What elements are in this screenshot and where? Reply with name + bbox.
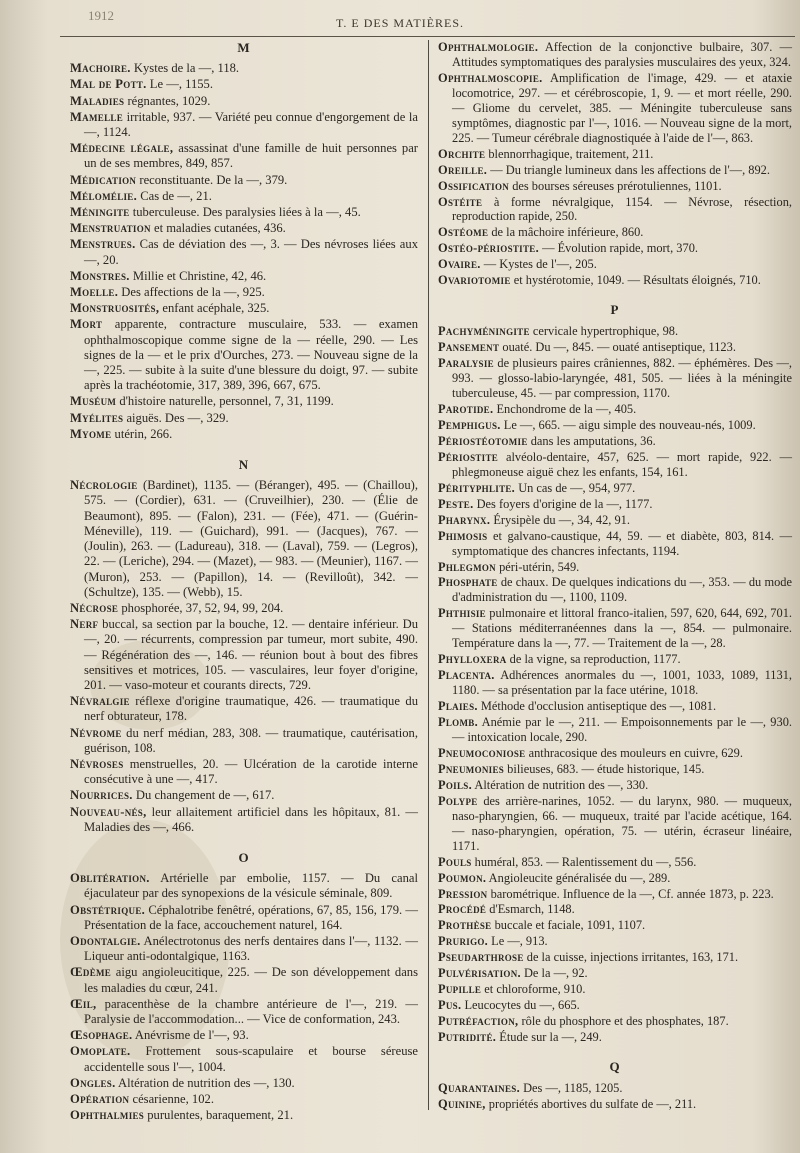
entry-text: Millie et Christine, 42, 46. [129,268,267,283]
index-entry [70,694,418,724]
entry-heading: Oreille. [438,162,488,177]
entry-heading: Nourrices. [70,788,133,803]
entry-text: réflexe d'origine traumatique, 426. — traumatique du nerf obturateur, 178. [84,694,418,724]
index-entry [438,778,792,793]
entry-heading: Méningite [70,205,130,220]
index-entry [70,757,418,787]
entry-text: Des —, 1185, 1205. [519,1081,623,1095]
entry-heading: Plomb. [438,715,478,730]
entry-text: de la mâchoire inférieure, 860. [488,225,644,240]
entry-text: du nerf médian, 283, 308. — traumatique, cautérisation, guérison, 108. [84,725,418,755]
index-entry [438,324,792,339]
entry-text: Le —, 913. [488,934,548,949]
index-entry [70,1044,418,1074]
entry-text: reconstituante. De la —, 379. [136,172,288,187]
entry-heading: Opération [70,1092,130,1106]
entry-text: de la cuisse, injections irritantes, 163, 171. [523,950,739,965]
section-letter: M [237,40,251,55]
entry-text: purulentes, baraquement, 21. [144,1108,294,1123]
entry-text: d'histoire naturelle, personnel, 7, 31, 1199. [116,394,334,409]
index-entry [438,746,792,761]
entry-text: Artérielle par embolie, 1157. — Du canal éjaculateur par des synopexions de la vésicule séminale, 809. [84,871,418,901]
entry-heading: Monstruosités, [70,301,160,316]
entry-heading: Ossification [438,178,510,193]
index-entry [438,794,792,854]
index-entry [70,1028,418,1043]
entry-heading: Polype [438,793,478,808]
entry-heading: Pachyméningite [438,324,530,339]
index-entry [70,965,418,995]
entry-heading: Pemphigus. [438,417,501,432]
entry-heading: Phthisie [438,606,486,621]
entry-text: Amplification de l'image, 429. — et ataxie locomotrice, 297. — et cérébroscopie, 1, 9. — et mort réelle, 290. — Gliome du cervelet, 385. — Méningite tuberculeuse sans symptômes, diagnostic par l'—, 1016. — Nouveau signe de la mort, 225. — Tumeur cérébrale diagnostiquée à l'aide de l'—, 863. [452,70,792,145]
index-entry [438,529,792,559]
entry-heading: Myome [70,426,112,441]
index-entry [70,871,418,901]
entry-text: Leucocytes du —, 665. [461,998,580,1013]
index-entry [438,225,792,240]
entry-heading: Pneumoconiose [438,745,526,760]
section-letter: Q [609,1059,621,1075]
index-entry [438,652,792,667]
index-entry [70,301,418,316]
entry-heading: Paralysie [438,356,494,371]
entry-text: Cas de —, 21. [137,188,212,203]
entry-heading: Obstétrique. [70,902,146,917]
entry-text: Érysipèle du —, 34, 42, 91. [490,512,630,527]
entry-heading: Pulvérisation. [438,966,521,981]
index-entry [438,606,792,651]
entry-text: Anémie par le —, 211. — Empoisonnements par le —, 930. — intoxication locale, 290. [452,715,792,744]
entry-text: des arrière-narines, 1052. — du larynx, 980. — muqueux, naso-pharyngien, 66. — muqueux, traité par l'acide acétique, 164. — naso-pharyngien, opération, 75. — utérin, écraseur linéaire, 1171. [452,793,792,853]
entry-heading: Procédé [438,902,487,917]
index-entry [70,411,418,426]
entry-heading: Œdème [70,965,112,980]
index-entry [438,241,792,256]
entry-heading: Prurigo. [438,934,489,949]
entry-text: à forme névralgique, 1154. — Névrose, résection, reproduction rapide, 250. [452,194,792,224]
index-entry [438,855,792,870]
index-entry [438,950,792,965]
entry-text: alvéolo-dentaire, 457, 625. — mort rapide, 922. — phlegmoneuse aiguë chez les enfants, 154, 161. [452,449,792,479]
entry-text: régnantes, 1029. [124,93,211,108]
entry-heading: Quinine, [438,1096,486,1111]
entry-text: aiguës. Des —, 329. [123,410,229,425]
index-entry [438,982,792,997]
index-entry [70,205,418,220]
entry-text: — Du triangle lumineux dans les affections de l'—, 892. [487,162,770,177]
entry-text: de la vigne, sa reproduction, 1177. [506,652,681,667]
entry-heading: Mélomélie. [70,188,138,203]
entry-heading: Nécrose [70,600,119,615]
entry-text: Des affections de la —, 925. [118,285,265,300]
entry-text: Kystes de la —, 118. [130,61,240,76]
index-entry [70,997,418,1027]
index-entry [70,1076,418,1091]
entry-heading: Médecine légale, [70,141,174,156]
entry-heading: Putréfaction, [438,1014,519,1029]
entry-text: péri-utérin, 549. [495,559,580,574]
entry-heading: Nerf [70,617,99,632]
header-rule [60,36,795,37]
entry-heading: Mort [70,317,103,332]
section-letter: N [238,457,250,473]
index-entry [70,61,418,76]
entry-heading: Odontalgie. [70,933,141,948]
entry-heading: Phimosis [438,528,488,543]
entry-text: anthracosique des mouleurs en cuivre, 629. [525,745,743,760]
entry-heading: Pseudarthrose [438,950,524,965]
entry-text: et maladies cutanées, 436. [150,221,286,236]
entry-text: utérin, 266. [111,426,173,441]
entry-heading: Phosphate [438,575,498,590]
index-entry [438,481,792,496]
entry-text: Affection de la conjonctive bulbaire, 307. — Attitudes symptomatiques des paralysies musculaires des yeux, 324. [452,40,792,69]
index-entry [438,195,792,225]
entry-heading: Périostite [438,449,499,464]
entry-text: Étude sur la —, 249. [496,1030,602,1045]
entry-heading: Ostéite [438,194,483,209]
entry-text: Enchondrome de la —, 405. [493,401,637,416]
entry-text: Le —, 665. — aigu simple des nouveau-nés, 1009. [500,417,756,432]
page-folio: 1912 [88,8,114,23]
entry-text: apparente, contracture musculaire, 533. — examen ophthalmoscopique comme signe de la — réelle, 290. — Les signes de la — et le prix d'Ourches, 273. — Nouveau signe de la —, 225. — subite à la suite d'une blessure du doigt, 97. — subite après la trachéotomie, 317, 389, 396, 667, 675. [84,317,418,393]
entry-text: — Évolution rapide, mort, 370. [539,241,698,256]
column-divider [428,40,429,1110]
entry-heading: Pansement [438,340,500,355]
entry-text: des bourses séreuses prérotuliennes, 1101. [509,178,722,193]
entry-text: assassinat d'une famille de huit personnes par un de ses membres, 849, 857. [84,141,418,171]
page-header [0,6,800,32]
index-entry [438,1097,792,1112]
entry-text: huméral, 853. — Ralentissement du —, 556. [471,854,697,869]
index-entry [70,269,418,284]
entry-heading: Pouls [438,854,472,869]
entry-text: dans les amputations, 36. [527,433,656,448]
entry-heading: Maladies [70,93,125,108]
entry-heading: Œil, [70,996,97,1011]
entry-text: Altération de nutrition des —, 330. [471,777,649,792]
entry-heading: Muséum [70,394,117,409]
index-entry [438,715,792,745]
entry-heading: Machoire. [70,61,131,76]
entry-text: leur allaitement artificiel dans les hôpitaux, 81. — Maladies des —, 466. [84,804,418,834]
entry-text: tuberculeuse. Des paralysies liées à la —, 45. [129,205,361,220]
entry-text: ouaté. Du —, 845. — ouaté antiseptique, 1123. [499,340,736,355]
index-entry [438,966,792,981]
entry-text: Angioleucite généralisée du —, 289. [486,870,671,885]
index-entry [438,887,792,902]
entry-heading: Mal de Pott. [70,77,147,92]
entry-text: Anévrisme de l'—, 93. [132,1028,249,1043]
index-entry [70,1092,418,1107]
entry-text: Des foyers d'origine de la —, 1177. [473,496,653,511]
entry-text: cervicale hypertrophique, 98. [529,324,679,339]
index-entry [438,575,792,605]
entry-heading: Menstrues. [70,237,136,252]
index-entry [438,40,792,70]
entry-text: Adhérences anormales du —, 1001, 1033, 1089, 1131, 1180. — sa présentation par la face utérine, 1018. [452,668,792,698]
entry-text: Un cas de —, 954, 977. [515,480,636,495]
index-entry [438,71,792,146]
entry-text: (Bardinet), 1135. — (Béranger), 495. — (Chaillou), 575. — (Cordier), 631. — (Cruveilhier), 230. — (Élie de Beaumont), 895. — (Falon), 231. — (Fée), 471. — (Guérin-Méneville), 119. — (Guichard), 991. — (Jacques), 767. — (Joulin), 263. — (Ladureau), 318. — (Laval), 759. — (Legros), 22. — (Leriche), 294. — (Mazet), — 983. — (Meunier), 1167. — (Muron), 253. — (Papillon), 14. — (Revilloût), 342. — (Schultze), 135. — (Webb), 15. [84,478,418,599]
entry-text: menstruelles, 20. — Ulcération de la carotide interne consécutive à une —, 417. [84,756,418,787]
index-entry [70,285,418,300]
entry-heading: Quarantaines. [438,1081,520,1095]
entry-text: blennorrhagique, traitement, 211. [485,146,654,161]
entry-heading: Ophthalmoscopie. [438,70,543,85]
index-entry [438,450,792,480]
entry-heading: Médication [70,172,137,187]
index-entry [70,221,418,236]
index-entry [70,788,418,803]
index-entry [70,1108,418,1123]
entry-text: Frottement sous-scapulaire et bourse séreuse accidentelle sous l'—, 1004. [84,1044,418,1074]
entry-heading: Névroses [70,756,124,771]
entry-heading: Monstres. [70,268,130,283]
index-entry [438,356,792,401]
entry-heading: Poils. [438,777,472,792]
index-entry [70,110,418,140]
index-entry [438,147,792,162]
entry-heading: Ovaire. [438,257,481,272]
section-letter: P [610,302,620,318]
entry-heading: Ongles. [70,1075,116,1090]
entry-text: de plusieurs paires crâniennes, 882. — éphémères. Des —, 993. — glosso-labio-laryngée, 481, 505. — liées à la méningite tuberculeuse, 45. — par compression, 1170. [452,356,792,401]
index-entry [438,513,792,528]
index-entry [70,478,418,600]
entry-heading: Ophthalmies [70,1108,145,1123]
index-entry [438,163,792,178]
entry-text: pulmonaire et littoral franco-italien, 597, 620, 644, 692, 701. — Stations méditerranéennes dans la —, 854. — pulmonaire. Température dans la —, 77. — Traitement de la —, 28. [452,606,792,651]
entry-heading: Putridité. [438,1030,497,1045]
entry-text: aigu angioleucitique, 225. — De son développement dans les maladies du cœur, 241. [84,965,418,995]
index-entry [70,903,418,933]
entry-heading: Myélites [70,410,124,425]
index-entry [70,617,418,693]
entry-text: Cas de déviation des —, 3. — Des névroses liées aux —, 20. [84,237,418,267]
entry-text: bilieuses, 683. — étude historique, 145. [504,761,705,776]
entry-text: Méthode d'occlusion antiseptique des —, 1081. [477,699,717,714]
index-entry [438,934,792,949]
entry-heading: Prothèse [438,918,492,933]
right-column [438,40,792,1127]
entry-heading: Placenta. [438,668,495,683]
left-column [70,40,418,1138]
index-entry [70,601,418,616]
entry-text: rôle du phosphore et des phosphates, 187. [518,1014,729,1029]
entry-heading: Pharynx. [438,512,491,527]
index-entry [70,427,418,442]
entry-heading: Ovariotomie [438,273,511,288]
entry-heading: Parotide. [438,401,494,416]
entry-text: et chloroforme, 910. [481,982,586,997]
index-entry [70,237,418,267]
entry-heading: Périostéotomie [438,433,528,448]
entry-text: buccale et faciale, 1091, 1107. [491,918,646,933]
index-entry [438,257,792,272]
index-entry [438,434,792,449]
entry-text: irritable, 937. — Variété peu connue d'engorgement de la —, 1124. [84,109,418,140]
entry-heading: Phlegmon [438,559,496,574]
index-entry [70,726,418,756]
entry-text: buccal, sa section par la bouche, 12. — dentaire inférieur. Du —, 20. — récurrents, compression par tumeur, mort subite, 490. — Régénération des —, 146. — réunion bout à bout des fibres sensitives et motrices, 105. — vasculaires, leur foyer d'origine, 201. — vaso-moteur et courants directs, 729. [84,617,418,692]
index-entry [438,418,792,433]
entry-text: et hystérotomie, 1049. — Résultats éloignés, 710. [510,273,761,288]
entry-heading: Névrome [70,725,122,740]
entry-heading: Omoplate. [70,1044,131,1059]
entry-text: — Kystes de l'—, 205. [480,257,597,272]
entry-heading: Nouveau-nés, [70,804,147,819]
entry-heading: Pus. [438,998,462,1013]
entry-heading: Pneumonies [438,761,505,776]
entry-text: enfant acéphale, 325. [159,301,270,316]
entry-text: barométrique. Influence de la —, Cf. année 1873, p. 223. [487,886,774,901]
entry-text: Le —, 1155. [146,77,213,92]
entry-heading: Menstruation [70,221,151,236]
entry-text: Anélectrotonus des nerfs dentaires dans l'—, 1132. — Liqueur anti-odontalgique, 1163. [84,933,418,964]
index-entry [438,1014,792,1029]
index-entry [70,189,418,204]
index-entry [70,141,418,171]
entry-heading: Oblitération. [70,871,150,886]
index-entry [438,402,792,417]
index-entry [438,273,792,288]
index-entry [70,173,418,188]
index-entry [438,871,792,886]
index-entry [70,805,418,835]
index-entry [70,394,418,409]
entry-heading: Névralgie [70,694,130,709]
entry-heading: Peste. [438,496,474,511]
index-entry [438,762,792,777]
entry-heading: Ophthalmologie. [438,40,539,54]
index-entry [438,699,792,714]
entry-text: césarienne, 102. [129,1092,214,1106]
index-entry [438,560,792,575]
entry-heading: Pression [438,886,488,901]
entry-text: et galvano-caustique, 44, 59. — et diabète, 803, 814. — symptomatique des chancres infectants, 1194. [452,528,792,558]
entry-text: Altération de nutrition des —, 130. [115,1075,295,1090]
entry-heading: Œsophage. [70,1028,133,1043]
entry-text: de chaux. De quelques indications du —, 353. — du mode d'administration du —, 1100, 1109. [452,575,792,605]
index-entry [438,998,792,1013]
section-letter: O [238,849,250,865]
entry-heading: Moelle. [70,285,119,300]
index-entry [438,902,792,917]
index-entry [438,1081,792,1096]
entry-heading: Pupille [438,982,482,997]
entry-heading: Plaies. [438,699,478,714]
index-entry [70,77,418,92]
page-title: T. E DES MATIÈRES. [335,16,465,30]
entry-text: propriétés abortives du sulfate de —, 211. [485,1096,697,1111]
entry-text: d'Esmarch, 1148. [486,902,575,917]
index-entry [70,94,418,109]
entry-heading: Ostéo-périostite. [438,241,539,256]
index-entry [70,317,418,393]
entry-heading: Orchite [438,146,486,161]
entry-text: Du changement de —, 617. [132,788,275,803]
entry-heading: Ostéome [438,225,489,240]
index-entry [438,179,792,194]
entry-text: phosphorée, 37, 52, 94, 99, 204. [118,600,284,615]
entry-text: De la —, 92. [520,966,588,981]
index-entry [438,340,792,355]
index-entry [438,918,792,933]
index-entry [438,497,792,512]
entry-heading: Pérityphlite. [438,480,516,495]
index-entry [438,1030,792,1045]
index-entry [70,934,418,964]
entry-heading: Nécrologie [70,478,138,493]
entry-heading: Mamelle [70,109,123,124]
entry-heading: Phylloxera [438,652,507,667]
entry-text: Céphalotribe fenêtré, opérations, 67, 85, 156, 179. — Présentation de la face, accouchement naturel, 164. [84,902,418,932]
entry-text: paracenthèse de la chambre antérieure de l'—, 219. — Paralysie de l'accommodation... — Vice de conformation, 243. [84,996,418,1026]
entry-heading: Poumon. [438,870,487,885]
index-entry [438,668,792,698]
